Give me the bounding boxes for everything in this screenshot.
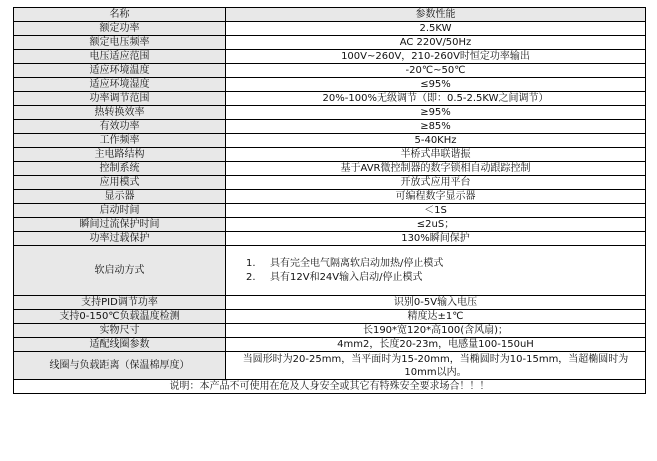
param-value: 识别0-5V输入电压: [226, 296, 646, 310]
table-row: [14, 190, 646, 204]
param-name: 显示器: [14, 190, 226, 204]
param-name: 工作频率: [14, 134, 226, 148]
table-row: [14, 78, 646, 92]
param-value: -20℃~50℃: [226, 64, 646, 78]
coil-distance-name: 线圈与负载距离（保温棉厚度）: [14, 352, 226, 380]
param-value: ＜1S: [226, 204, 646, 218]
table-row: [14, 218, 646, 232]
param-name: 适配线圈参数: [14, 338, 226, 352]
note-row: [14, 380, 646, 394]
spec-table: [13, 7, 646, 394]
param-value: ≥95%: [226, 106, 646, 120]
param-value: 100V~260V，210-260V时恒定功率输出: [226, 50, 646, 64]
param-name: 有效功率: [14, 120, 226, 134]
param-value: ≥85%: [226, 120, 646, 134]
table-row: [14, 176, 646, 190]
table-row: [14, 162, 646, 176]
param-name: 功率过载保护: [14, 232, 226, 246]
table-row: [14, 36, 646, 50]
param-name: 实物尺寸: [14, 324, 226, 338]
param-value: 基于AVR微控制器的数字锁相自动跟踪控制: [226, 162, 646, 176]
coil-distance-row: [14, 352, 646, 380]
param-value: 精度达±1℃: [226, 310, 646, 324]
param-name: 额定功率: [14, 22, 226, 36]
param-name: 热转换效率: [14, 106, 226, 120]
param-name: 支持PID调节功率: [14, 296, 226, 310]
param-name: 应用模式: [14, 176, 226, 190]
safety-note: 说明：本产品不可使用在危及人身安全或其它有特殊安全要求场合！！！: [14, 380, 646, 394]
param-name: 适应环境湿度: [14, 78, 226, 92]
param-name: 主电路结构: [14, 148, 226, 162]
param-name: 电压适应范围: [14, 50, 226, 64]
coil-distance-value: 当圆形时为20-25mm，当平面时为15-20mm，当椭圆时为10-15mm，当超椭圆时为10mm以内。: [226, 352, 646, 380]
param-value: 开放式应用平台: [226, 176, 646, 190]
table-row: [14, 120, 646, 134]
param-name: 控制系统: [14, 162, 226, 176]
param-name: 瞬间过流保护时间: [14, 218, 226, 232]
header-row: [14, 8, 646, 22]
param-value: 130%瞬间保护: [226, 232, 646, 246]
param-name: 额定电压频率: [14, 36, 226, 50]
param-value: 20%-100%无级调节（即：0.5-2.5KW之间调节）: [226, 92, 646, 106]
list-text: 具有完全电气隔离软启动加热/停止模式: [270, 257, 444, 269]
param-value: 长190*宽120*高100(含风扇)；: [226, 324, 646, 338]
param-value: ≤95%: [226, 78, 646, 92]
param-value: 5-40KHz: [226, 134, 646, 148]
table-row: [14, 64, 646, 78]
param-name: 启动时间: [14, 204, 226, 218]
table-row: [14, 324, 646, 338]
table-row: [14, 134, 646, 148]
param-name: 适应环境温度: [14, 64, 226, 78]
table-row: [14, 148, 646, 162]
param-value: 4mm2，长度20-23m，电感量100-150uH: [226, 338, 646, 352]
table-row: [14, 50, 646, 64]
header-name: 名称: [14, 8, 226, 22]
table-row: [14, 310, 646, 324]
table-row: [14, 22, 646, 36]
table-row: [14, 204, 646, 218]
param-value: ≤2uS；: [226, 218, 646, 232]
soft-start-value: [226, 246, 646, 296]
param-value: 半桥式串联谐振: [226, 148, 646, 162]
param-value: 2.5KW: [226, 22, 646, 36]
list-text: 具有12V和24V输入启动/停止模式: [270, 271, 423, 283]
table-row: [14, 92, 646, 106]
table-row: [14, 338, 646, 352]
table-row: [14, 296, 646, 310]
soft-start-row: [14, 246, 646, 296]
param-value: AC 220V/50Hz: [226, 36, 646, 50]
header-value: 参数性能: [226, 8, 646, 22]
list-item: [246, 271, 642, 285]
table-row: [14, 232, 646, 246]
param-name: 功率调节范围: [14, 92, 226, 106]
param-name: 支持0-150℃负载温度检测: [14, 310, 226, 324]
param-value: 可编程数字显示器: [226, 190, 646, 204]
table-row: [14, 106, 646, 120]
list-item: [246, 257, 642, 271]
list-number: 1.: [246, 257, 256, 269]
soft-start-name: 软启动方式: [14, 246, 226, 296]
list-number: 2.: [246, 271, 256, 283]
